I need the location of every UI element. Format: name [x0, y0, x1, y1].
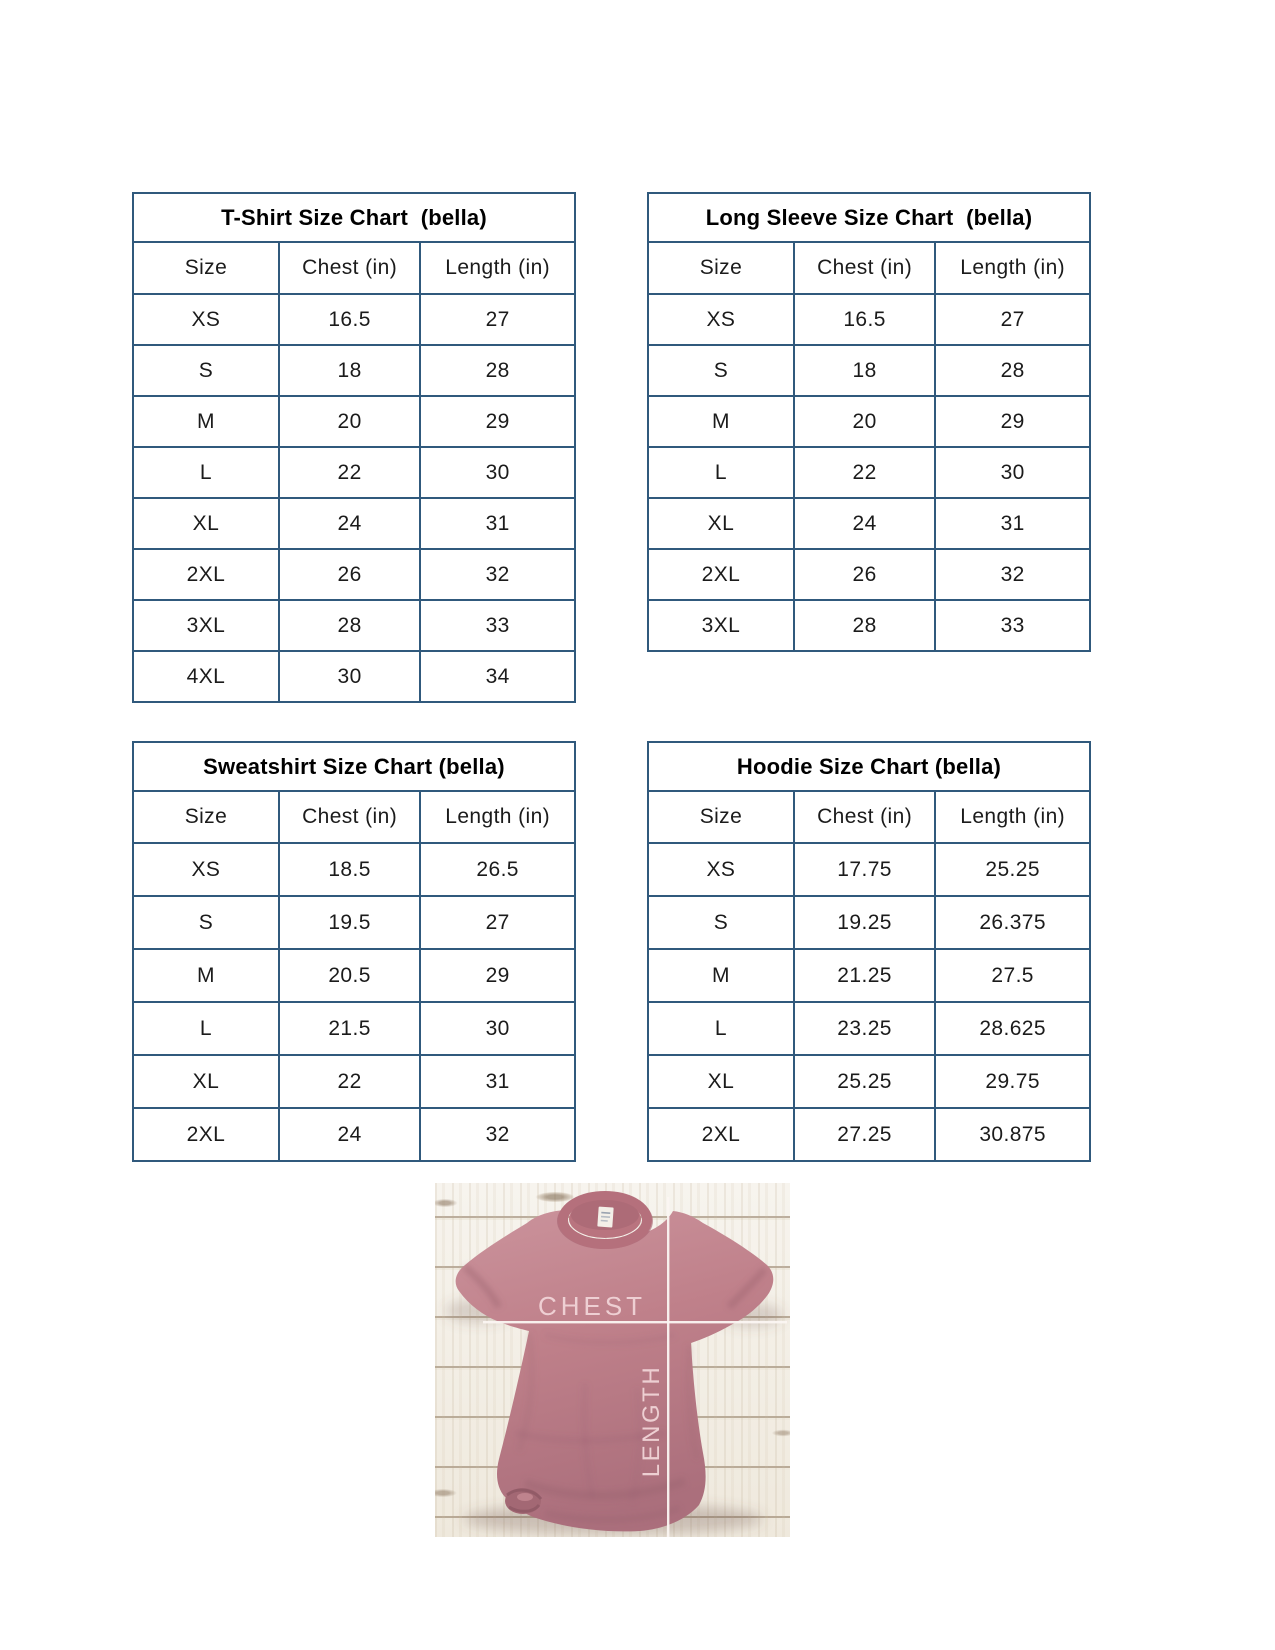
header-row [133, 242, 575, 294]
chest-cell: 30 [279, 651, 420, 702]
chest-cell: 18 [794, 345, 935, 396]
length-cell: 32 [935, 549, 1090, 600]
chest-cell: 24 [279, 498, 420, 549]
length-cell: 29 [420, 396, 575, 447]
length-cell: 26.5 [420, 843, 575, 896]
column-header: Chest (in) [794, 791, 935, 843]
table-row [648, 1055, 1090, 1108]
table-row [648, 600, 1090, 651]
length-cell: 29 [935, 396, 1090, 447]
size-cell: XL [133, 1055, 279, 1108]
size-cell: XL [133, 498, 279, 549]
chest-cell: 17.75 [794, 843, 935, 896]
table-row [133, 651, 575, 702]
length-cell: 33 [420, 600, 575, 651]
chest-cell: 16.5 [794, 294, 935, 345]
table-row [648, 447, 1090, 498]
column-header: Chest (in) [794, 242, 935, 294]
table-row [133, 1108, 575, 1161]
column-header: Chest (in) [279, 791, 420, 843]
tshirt-size-table [132, 192, 576, 703]
length-cell: 27 [420, 294, 575, 345]
length-cell: 31 [420, 498, 575, 549]
chest-cell: 23.25 [794, 1002, 935, 1055]
size-cell: L [133, 447, 279, 498]
chest-cell: 25.25 [794, 1055, 935, 1108]
size-cell: XS [133, 294, 279, 345]
length-cell: 32 [420, 1108, 575, 1161]
chest-cell: 26 [794, 549, 935, 600]
table-row [133, 843, 575, 896]
sweatshirt-size-table [132, 741, 576, 1162]
table-title: Long Sleeve Size Chart (bella) [647, 192, 1091, 241]
size-cell: 4XL [133, 651, 279, 702]
column-header: Size [133, 242, 279, 294]
length-cell: 30.875 [935, 1108, 1090, 1161]
table-row [133, 1002, 575, 1055]
size-cell: XL [648, 1055, 794, 1108]
tshirt-graphic [435, 1183, 790, 1537]
table-row [133, 896, 575, 949]
table-row [648, 1108, 1090, 1161]
table-row [648, 896, 1090, 949]
length-cell: 33 [935, 600, 1090, 651]
size-cell: XS [648, 843, 794, 896]
length-cell: 28 [420, 345, 575, 396]
chest-cell: 18.5 [279, 843, 420, 896]
size-cell: 2XL [133, 1108, 279, 1161]
column-header: Size [133, 791, 279, 843]
length-cell: 28 [935, 345, 1090, 396]
header-row [648, 791, 1090, 843]
size-cell: L [648, 1002, 794, 1055]
chest-cell: 27.25 [794, 1108, 935, 1161]
long-sleeve-grid [647, 241, 1091, 652]
size-cell: XS [648, 294, 794, 345]
chest-cell: 24 [279, 1108, 420, 1161]
table-row [648, 345, 1090, 396]
length-cell: 27 [420, 896, 575, 949]
column-header: Size [648, 791, 794, 843]
length-cell: 30 [420, 1002, 575, 1055]
table-row [648, 294, 1090, 345]
table-title: Hoodie Size Chart (bella) [647, 741, 1091, 790]
chest-cell: 20 [279, 396, 420, 447]
chest-line [483, 1321, 787, 1323]
chest-cell: 28 [794, 600, 935, 651]
length-cell: 26.375 [935, 896, 1090, 949]
size-cell: S [648, 345, 794, 396]
length-cell: 32 [420, 549, 575, 600]
table-row [133, 294, 575, 345]
chest-cell: 19.25 [794, 896, 935, 949]
size-cell: S [133, 345, 279, 396]
chest-cell: 21.25 [794, 949, 935, 1002]
column-header: Length (in) [935, 791, 1090, 843]
sweatshirt-grid [132, 790, 576, 1162]
size-cell: M [133, 949, 279, 1002]
length-cell: 34 [420, 651, 575, 702]
table-row [133, 498, 575, 549]
table-row [648, 498, 1090, 549]
chest-cell: 28 [279, 600, 420, 651]
column-header: Length (in) [420, 791, 575, 843]
length-cell: 29 [420, 949, 575, 1002]
table-row [133, 549, 575, 600]
size-cell: M [648, 949, 794, 1002]
tshirt-body [456, 1210, 774, 1531]
tshirt-grid [132, 241, 576, 703]
column-header: Length (in) [935, 242, 1090, 294]
table-row [648, 949, 1090, 1002]
table-row [648, 396, 1090, 447]
chest-cell: 20.5 [279, 949, 420, 1002]
shirt-measurement-photo [435, 1183, 790, 1537]
chest-cell: 22 [279, 1055, 420, 1108]
long-sleeve-size-table [647, 192, 1091, 652]
size-cell: XS [133, 843, 279, 896]
length-label: LENGTH [638, 1364, 665, 1478]
length-line [667, 1197, 669, 1537]
size-cell: 2XL [648, 549, 794, 600]
column-header: Chest (in) [279, 242, 420, 294]
chest-cell: 21.5 [279, 1002, 420, 1055]
size-cell: M [648, 396, 794, 447]
length-cell: 31 [420, 1055, 575, 1108]
chest-cell: 19.5 [279, 896, 420, 949]
size-cell: M [133, 396, 279, 447]
chest-cell: 18 [279, 345, 420, 396]
size-cell: L [648, 447, 794, 498]
header-row [648, 242, 1090, 294]
length-cell: 27 [935, 294, 1090, 345]
chest-cell: 24 [794, 498, 935, 549]
size-cell: 3XL [133, 600, 279, 651]
chest-label: CHEST [537, 1291, 647, 1321]
length-cell: 31 [935, 498, 1090, 549]
length-cell: 28.625 [935, 1002, 1090, 1055]
table-row [648, 1002, 1090, 1055]
size-cell: S [648, 896, 794, 949]
hoodie-size-table [647, 741, 1091, 1162]
table-row [133, 345, 575, 396]
chest-cell: 22 [794, 447, 935, 498]
size-cell: XL [648, 498, 794, 549]
size-cell: 2XL [133, 549, 279, 600]
table-row [648, 549, 1090, 600]
table-title: Sweatshirt Size Chart (bella) [132, 741, 576, 790]
length-cell: 30 [935, 447, 1090, 498]
chest-cell: 22 [279, 447, 420, 498]
column-header: Length (in) [420, 242, 575, 294]
hem-knot [505, 1488, 541, 1514]
length-cell: 27.5 [935, 949, 1090, 1002]
length-cell: 30 [420, 447, 575, 498]
header-row [133, 791, 575, 843]
table-row [648, 843, 1090, 896]
chest-cell: 26 [279, 549, 420, 600]
table-row [133, 949, 575, 1002]
size-cell: 3XL [648, 600, 794, 651]
table-row [133, 447, 575, 498]
chest-cell: 16.5 [279, 294, 420, 345]
size-cell: L [133, 1002, 279, 1055]
table-title: T-Shirt Size Chart (bella) [132, 192, 576, 241]
chest-cell: 20 [794, 396, 935, 447]
size-cell: S [133, 896, 279, 949]
length-cell: 29.75 [935, 1055, 1090, 1108]
neck-tag [597, 1207, 613, 1228]
size-cell: 2XL [648, 1108, 794, 1161]
column-header: Size [648, 242, 794, 294]
table-row [133, 1055, 575, 1108]
table-row [133, 600, 575, 651]
length-cell: 25.25 [935, 843, 1090, 896]
table-row [133, 396, 575, 447]
hoodie-grid [647, 790, 1091, 1162]
